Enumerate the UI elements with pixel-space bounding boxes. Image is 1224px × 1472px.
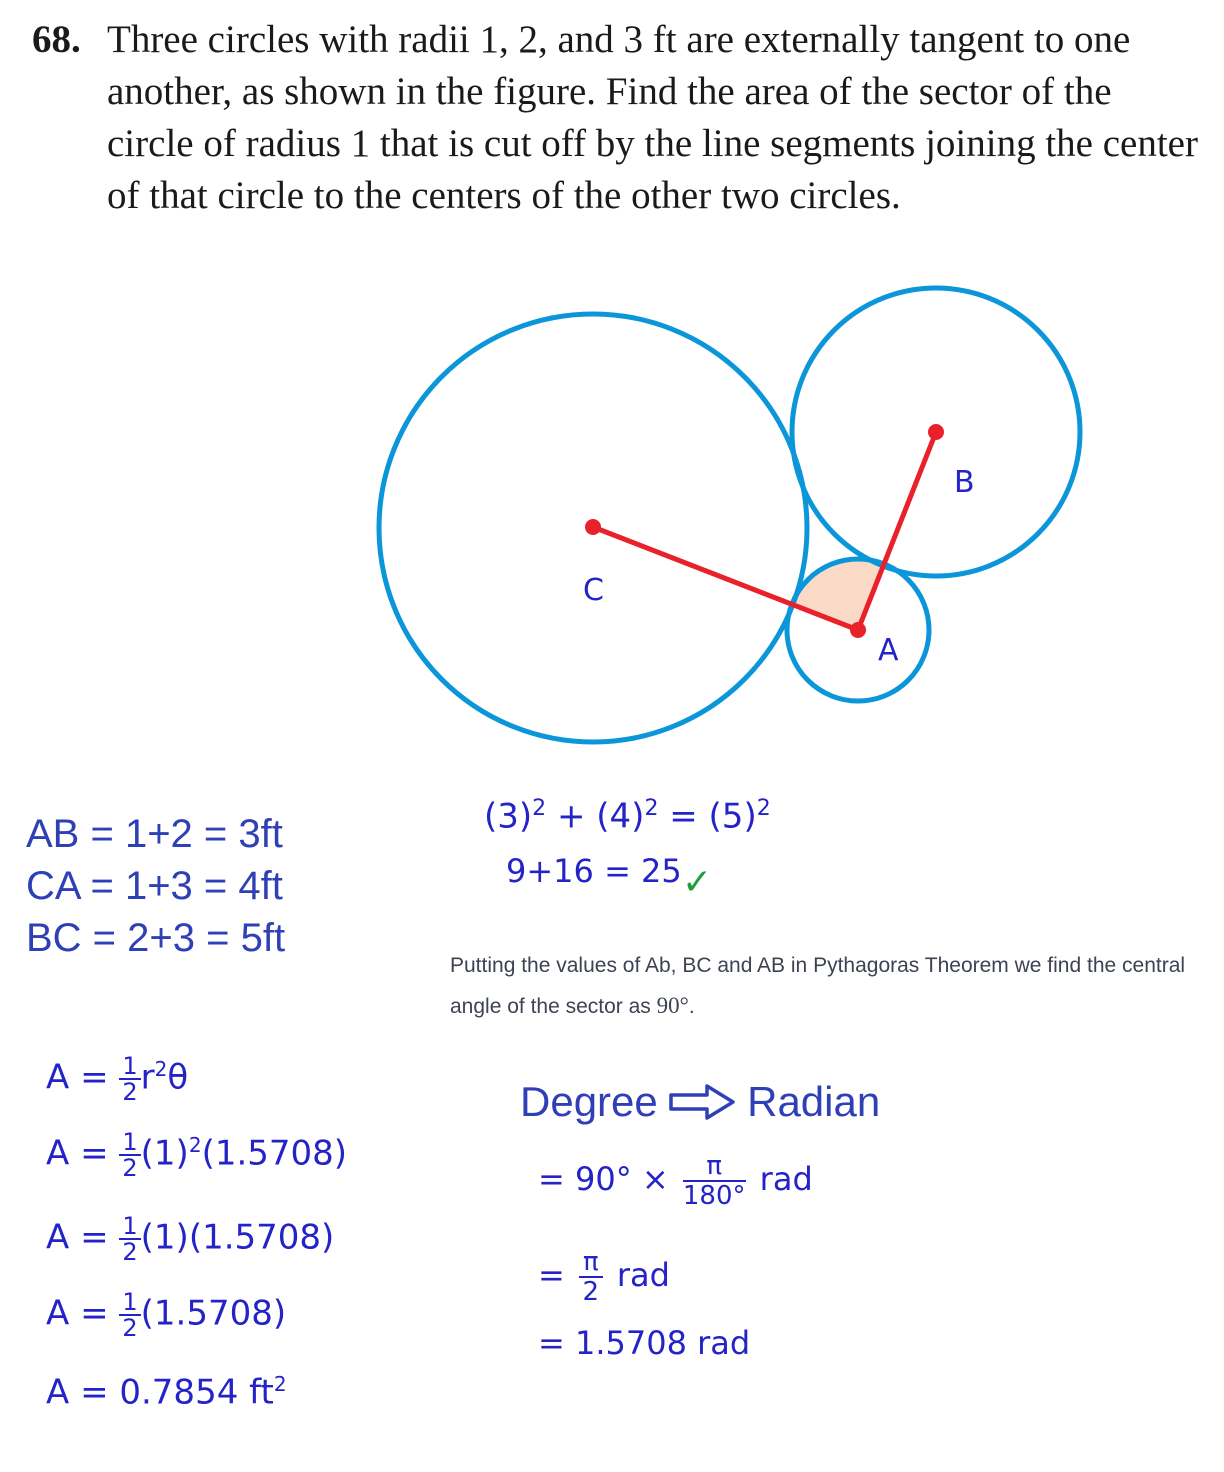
pythagoras-equation: $(3)^2 + (4)^2 = (5)^2$ xyxy=(484,796,771,837)
conversion-step-1: = 90° × $\frac{\pi}{180^\circ}$ rad xyxy=(538,1151,813,1211)
conversion-step-2: = $\frac{\pi}{2}$ rad xyxy=(538,1247,670,1307)
area-result: A = 0.7854 $ft^2$ xyxy=(46,1372,287,1413)
area-step-3: A = $\frac{1}{2}$ (1)(1.5708) xyxy=(46,1212,335,1266)
label-b: B xyxy=(954,465,975,500)
radian-label: Radian xyxy=(747,1078,881,1125)
center-a xyxy=(850,622,866,638)
label-a: A xyxy=(878,633,899,668)
explanation-note: Putting the values of Ab, BC and AB in Pythagoras Theorem we find the central angle of the sector as 90°. xyxy=(450,954,1186,1018)
center-c xyxy=(585,519,601,535)
conversion-step-3: = 1.5708 rad xyxy=(538,1324,751,1362)
distance-ca: CA = 1+3 = 4ft xyxy=(26,864,283,908)
degree-label: Degree xyxy=(520,1078,658,1125)
distance-ab: AB = 1+2 = 3ft xyxy=(26,812,283,856)
area-step-4: A = $\frac{1}{2}$ (1.5708) xyxy=(46,1288,287,1342)
distance-bc: BC = 2+3 = 5ft xyxy=(26,916,286,960)
label-c: C xyxy=(583,573,604,608)
area-formula: A = $\frac{1}{2}$ $r^2\theta$ xyxy=(46,1052,189,1106)
right-arrow-icon xyxy=(669,1084,735,1120)
problem-number: 68. xyxy=(32,18,81,61)
pythagoras-check-line: 9+16 = 25 xyxy=(506,852,682,890)
conversion-heading xyxy=(520,1078,880,1126)
check-mark-icon: ✓ xyxy=(682,862,713,903)
center-b xyxy=(928,424,944,440)
problem-text: Three circles with radii 1, 2, and 3 ft are externally tangent to one another, as shown in the figure. Find the area of the sector of the circle of radius 1 that is cut off by the line segments joining the center of that circle to the centers of the other two circles. xyxy=(107,18,1198,217)
area-substitution: A = $\frac{1}{2}$ $(1)^2(1.5708)$ xyxy=(46,1128,348,1182)
